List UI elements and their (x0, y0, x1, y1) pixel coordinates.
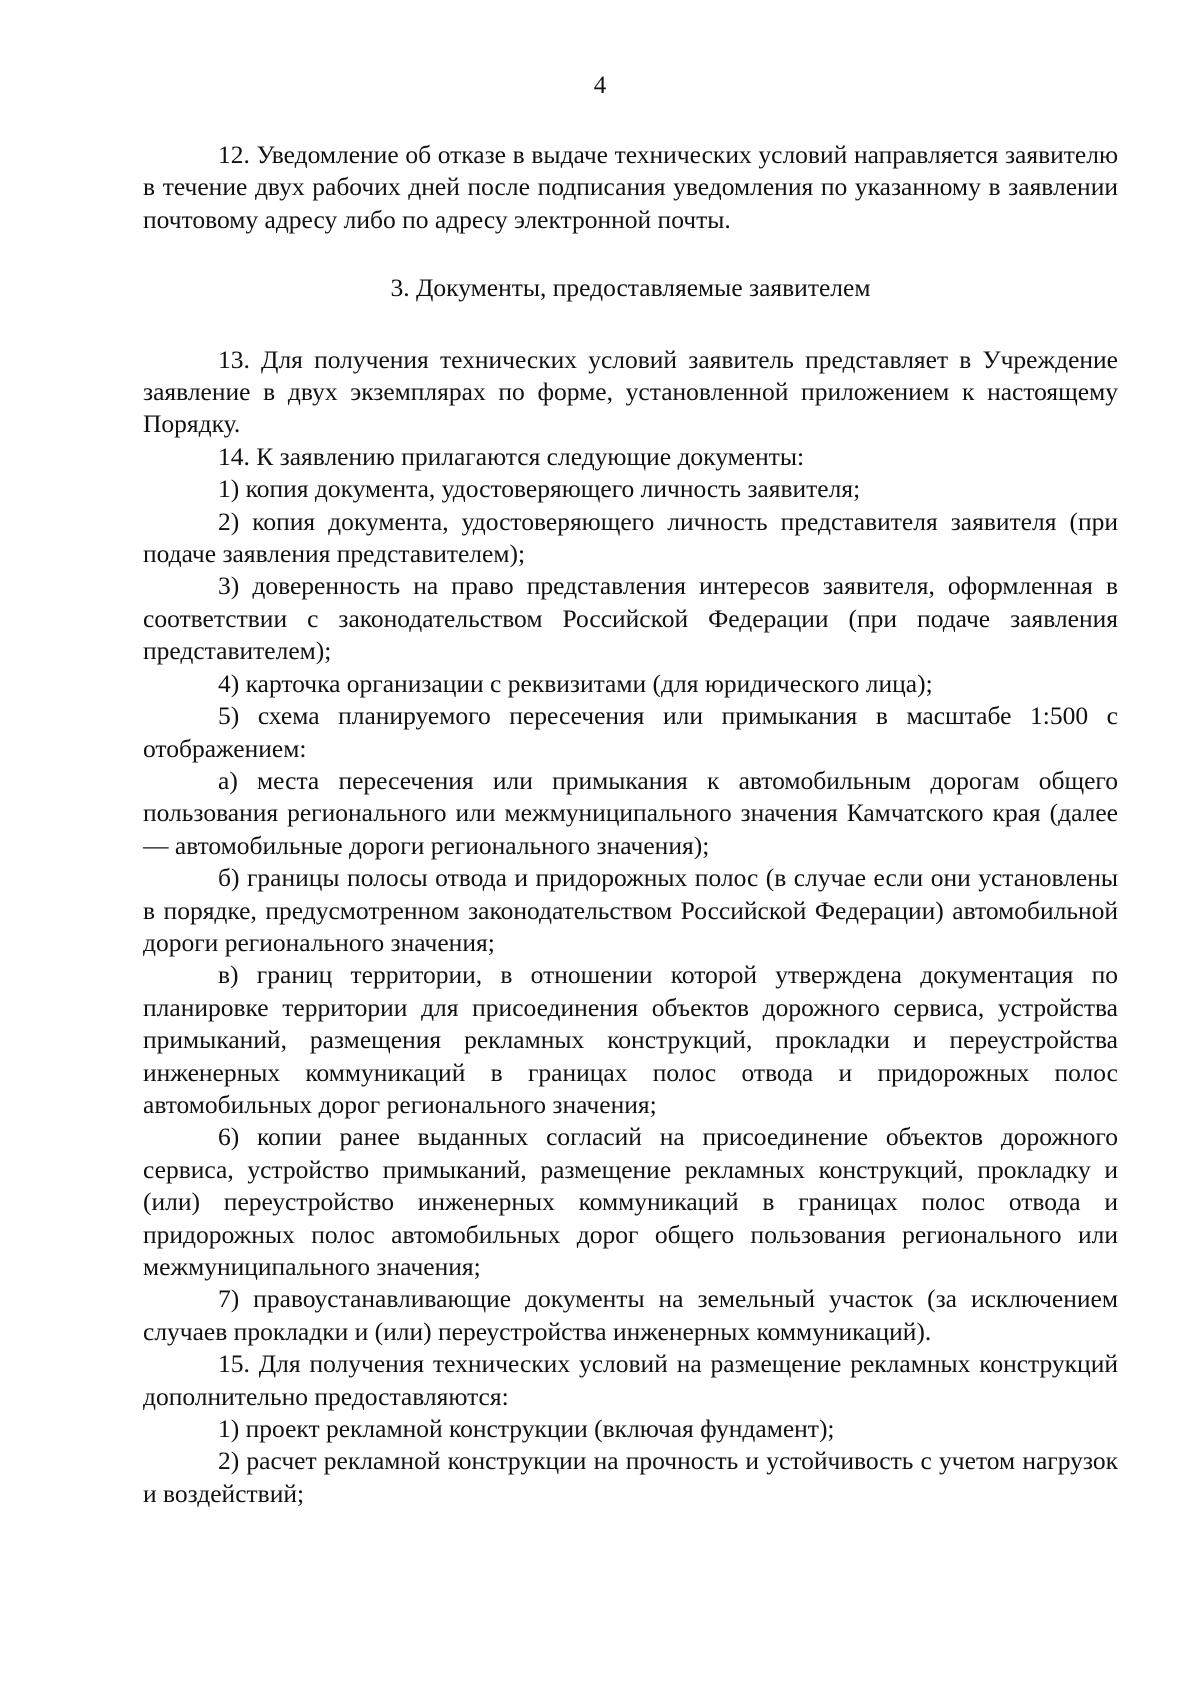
list-item-15-2: 2) расчет рекламной конструкции на прочность и устойчивость с учетом нагрузок и воздействий; (143, 1446, 1118, 1508)
paragraph-15: 15. Для получения технических условий на размещение рекламных конструкций дополнительно предоставляются: (143, 1349, 1118, 1411)
list-item-14-4: 4) карточка организации с реквизитами (для юридического лица); (218, 668, 933, 698)
paragraph-14: 14. К заявлению прилагаются следующие документы: (218, 441, 805, 471)
page-number: 4 (593, 72, 607, 99)
list-item-14-5-v: в) границ территории, в отношении которой утверждена документация по планировке территории для присоединения объектов дорожного сервиса, устройства примыканий, размещения рекламных конструкций, прокладки и переустройства инженерных коммуникаций в границах полос отвода и придорожных полос автомобильных дорог регионального значения; (143, 960, 1118, 1119)
list-item-14-2: 2) копия документа, удостоверяющего личность представителя заявителя (при подаче заявления представителем); (143, 506, 1118, 569)
list-item-14-5-a: а) места пересечения или примыкания к автомобильным дорогам общего пользования регионального или межмуниципального значения Камчатского края (далее — автомобильные дороги регионального значения); (143, 765, 1118, 860)
list-item-14-5-b: б) границы полосы отвода и придорожных полос (в случае если они установлены в порядке, предусмотренном законодательством Российской Федерации) автомобильной дороги регионального значения; (143, 863, 1118, 957)
list-item-14-5: 5) схема планируемого пересечения или примыкания в масштабе 1:500 с отображением: (143, 701, 1118, 763)
list-item-14-3: 3) доверенность на право представления интересов заявителя, оформленная в соответствии с законодательством Российской Федерации (при подаче заявления представителем); (143, 571, 1118, 666)
section-heading: 3. Документы, предоставляемые заявителем (390, 273, 871, 303)
paragraph-12: 12. Уведомление об отказе в выдаче технических условий направляется заявителю в течение двух рабочих дней после подписания уведомления по указанному в заявлении почтовому адресу либо по адресу электронной почты. (143, 140, 1118, 234)
list-item-14-1: 1) копия документа, удостоверяющего личность заявителя; (218, 474, 861, 504)
list-item-15-1: 1) проект рекламной конструкции (включая фундамент); (218, 1414, 835, 1444)
paragraph-13: 13. Для получения технических условий заявитель представляет в Учреждение заявление в двух экземплярах по форме, установленной приложением к настоящему Порядку. (143, 344, 1118, 439)
document-body (143, 139, 1118, 1510)
list-item-14-7: 7) правоустанавливающие документы на земельный участок (за исключением случаев прокладки и (или) переустройства инженерных коммуникаций). (143, 1284, 1118, 1346)
list-item-14-6: 6) копии ранее выданных согласий на присоединение объектов дорожного сервиса, устройство примыканий, размещение рекламных конструкций, прокладку и (или) переустройство инженерных коммуникаций в границах полос отвода и придорожных полос автомобильных дорог общего пользования регионального или межмуниципального значения; (143, 1122, 1118, 1281)
